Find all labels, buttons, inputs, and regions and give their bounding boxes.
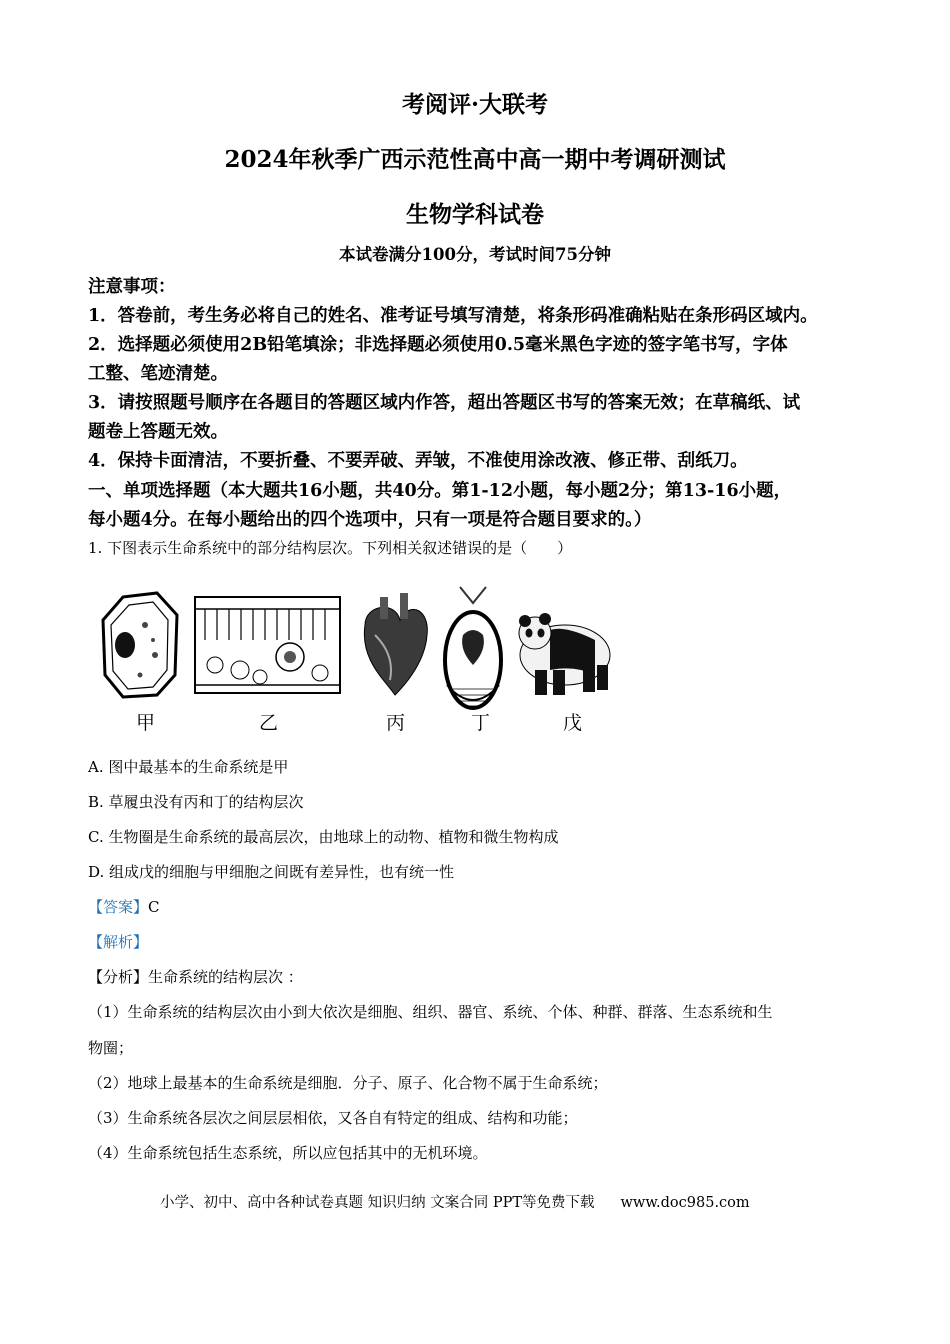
note-line: 题卷上答题无效。 xyxy=(88,422,228,442)
exam-brand: 考阅评·大联考 xyxy=(401,91,548,118)
analysis-head-text: 生命系统的结构层次 ： xyxy=(148,968,303,986)
analysis-head-tag: 【分析】 xyxy=(88,968,149,986)
note-line: 工整、笔迹清楚。 xyxy=(88,364,228,384)
footer-text: 小学、初中、高中各种试卷真题 知识归纳 文案合同 PPT等免费下载 xyxy=(160,1195,595,1211)
page-footer xyxy=(160,1191,750,1212)
analysis-line: （3）生命系统各层次之间层层相依，又各自有特定的组成、结构和功能； xyxy=(88,1109,578,1127)
analysis-line: （2）地球上最基本的生命系统是细胞．分子、原子、化合物不属于生命系统； xyxy=(88,1074,608,1092)
note-line: 1．答卷前，考生务必将自己的姓名、准考证号填写清楚，将条形码准确粘贴在条形码区域内。 xyxy=(88,306,818,326)
analysis-line: （4）生命系统包括生态系统，所以应包括其中的无机环境。 xyxy=(88,1144,488,1162)
analysis-heading xyxy=(88,966,303,987)
option-d: D. 组成戊的细胞与甲细胞之间既有差异性，也有统一性 xyxy=(88,863,455,881)
note-line: 2．选择题必须使用2B铅笔填涂；非选择题必须使用0.5毫米黑色字迹的签字笔书写，字体 xyxy=(88,335,788,355)
panda-image xyxy=(519,613,610,695)
plant-cell-image xyxy=(103,593,177,697)
option-b: B. 草履虫没有丙和丁的结构层次 xyxy=(88,793,304,811)
question-stem: 1. 下图表示生命系统中的部分结构层次。下列相关叙述错误的是（ ） xyxy=(88,539,573,557)
option-a: A. 图中最基本的生命系统是甲 xyxy=(88,758,289,776)
figure-label-jia: 甲 xyxy=(136,712,156,734)
exam-title: 2024年秋季广西示范性高中高一期中考调研测试 xyxy=(224,146,726,173)
footer-link[interactable]: www.doc985.com xyxy=(620,1195,750,1211)
figure-label-yi: 乙 xyxy=(259,712,279,734)
section-heading-cont: 每小题4分。在每小题给出的四个选项中，只有一项是符合题目要求的。） xyxy=(88,510,652,530)
leaf-tissue-image xyxy=(195,597,340,693)
figure-label-bing: 丙 xyxy=(386,712,406,734)
answer-line xyxy=(88,896,160,917)
circulatory-system-image xyxy=(445,587,501,708)
notes-heading: 注意事项： xyxy=(88,277,176,297)
analysis-line: 物圈； xyxy=(88,1039,134,1057)
figure-label-ding: 丁 xyxy=(471,712,491,734)
life-levels-figure xyxy=(95,585,625,740)
section-heading: 一、单项选择题（本大题共16小题，共40分。第1-12小题，每小题2分；第13-16小题， xyxy=(88,481,792,501)
answer-tag: 【答案】 xyxy=(88,898,149,916)
heart-image xyxy=(364,593,427,695)
figure-label-wu: 戊 xyxy=(563,712,583,734)
subject-title: 生物学科试卷 xyxy=(406,201,544,228)
note-line: 3．请按照题号顺序在各题目的答题区域内作答，超出答题区书写的答案无效；在草稿纸、试 xyxy=(88,393,801,413)
exam-info: 本试卷满分100分，考试时间75分钟 xyxy=(339,245,611,264)
answer-value: C xyxy=(148,898,160,916)
analysis-tag: 【解析】 xyxy=(88,933,149,951)
analysis-line: （1）生命系统的结构层次由小到大依次是细胞、组织、器官、系统、个体、种群、群落、生态系统和生 xyxy=(88,1003,773,1021)
note-line: 4．保持卡面清洁，不要折叠、不要弄破、弄皱，不准使用涂改液、修正带、刮纸刀。 xyxy=(88,451,748,471)
option-c: C. 生物圈是生命系统的最高层次，由地球上的动物、植物和微生物构成 xyxy=(88,828,559,846)
